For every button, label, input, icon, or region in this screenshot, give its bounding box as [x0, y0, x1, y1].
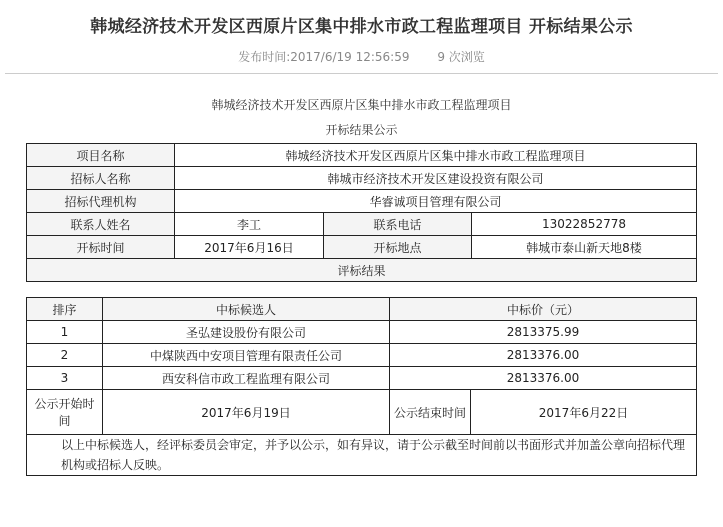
rank-cell: 3	[27, 367, 103, 390]
open-time-label: 开标时间	[27, 236, 175, 259]
doc-subheading: 开标结果公示	[325, 123, 398, 137]
agency-label: 招标代理机构	[27, 190, 175, 213]
table-row	[27, 190, 697, 213]
tenderer-label: 招标人名称	[27, 167, 175, 190]
start-label: 公示开始时间	[27, 390, 103, 435]
end-label: 公示结束时间	[390, 390, 471, 435]
rank-cell: 1	[27, 321, 103, 344]
open-place-value: 韩城市泰山新天地8楼	[472, 236, 697, 259]
price-cell: 2813375.99	[390, 321, 697, 344]
table-row	[27, 213, 697, 236]
table-row	[27, 390, 697, 435]
table-header-row	[27, 298, 697, 321]
publish-time	[238, 50, 409, 64]
table-row	[27, 236, 697, 259]
publish-time-value: 2017/6/19 12:56:59	[290, 50, 410, 64]
results-table	[26, 297, 697, 476]
publish-label: 发布时间:	[238, 50, 291, 64]
table-row	[27, 144, 697, 167]
open-place-label: 开标地点	[324, 236, 472, 259]
start-value: 2017年6月19日	[103, 390, 390, 435]
table-row	[27, 321, 697, 344]
view-count: 9 次浏览	[437, 50, 485, 64]
col-candidate-header: 中标候选人	[103, 298, 390, 321]
info-table	[26, 143, 697, 282]
candidate-cell: 圣弘建设股份有限公司	[103, 321, 390, 344]
divider	[5, 73, 718, 74]
phone-label: 联系电话	[324, 213, 472, 236]
table-row	[27, 167, 697, 190]
table-row	[27, 367, 697, 390]
agency-value: 华睿诚项目管理有限公司	[175, 190, 697, 213]
project-value: 韩城经济技术开发区西原片区集中排水市政工程监理项目	[175, 144, 697, 167]
contact-label: 联系人姓名	[27, 213, 175, 236]
page-title: 韩城经济技术开发区西原片区集中排水市政工程监理项目 开标结果公示	[90, 17, 633, 37]
price-cell: 2813376.00	[390, 344, 697, 367]
price-cell: 2813376.00	[390, 367, 697, 390]
project-label: 项目名称	[27, 144, 175, 167]
tenderer-value: 韩城市经济技术开发区建设投资有限公司	[175, 167, 697, 190]
col-price-header: 中标价（元）	[390, 298, 697, 321]
meta-bar	[0, 48, 723, 65]
candidate-cell: 中煤陕西中安项目管理有限责任公司	[103, 344, 390, 367]
open-time-value: 2017年6月16日	[175, 236, 324, 259]
notice-text: 以上中标候选人，经评标委员会审定，并予以公示，如有异议，请于公示截至时间前以书面形式并加盖公章向招标代理机构或招标人反映。	[27, 435, 697, 476]
doc-heading: 韩城经济技术开发区西原片区集中排水市政工程监理项目	[211, 98, 512, 112]
col-rank-header: 排序	[27, 298, 103, 321]
candidate-cell: 西安科信市政工程监理有限公司	[103, 367, 390, 390]
contact-value: 李工	[175, 213, 324, 236]
rank-cell: 2	[27, 344, 103, 367]
table-row	[27, 259, 697, 282]
table-row	[27, 435, 697, 476]
end-value: 2017年6月22日	[471, 390, 697, 435]
table-row	[27, 344, 697, 367]
phone-value: 13022852778	[472, 213, 697, 236]
eval-heading: 评标结果	[27, 259, 697, 282]
